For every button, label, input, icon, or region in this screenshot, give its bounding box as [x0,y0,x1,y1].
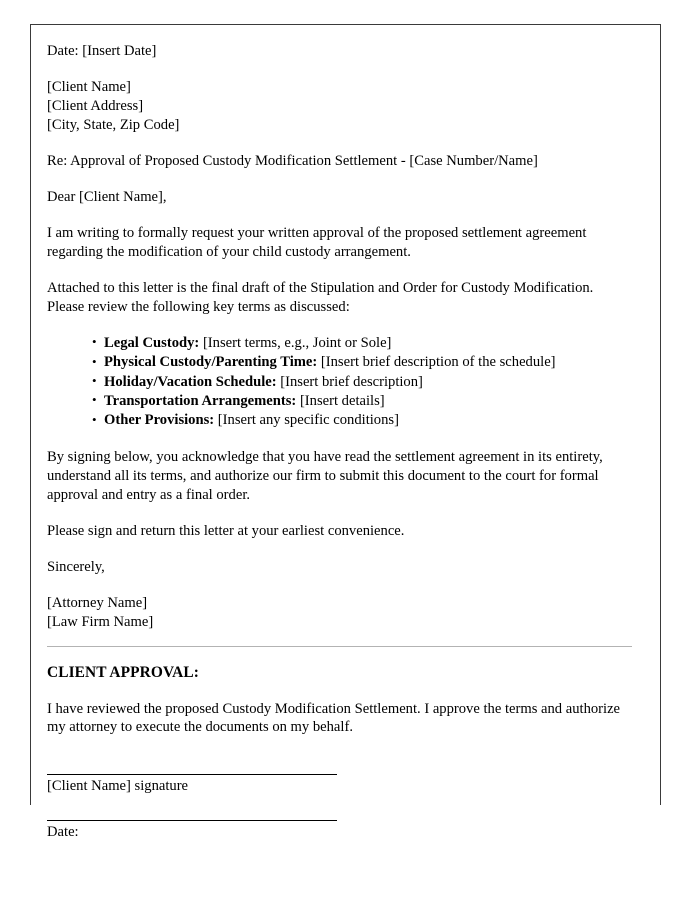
key-terms-list [47,334,632,431]
document-page [30,24,661,841]
closing-salutation: Sincerely, [47,558,105,575]
date-line-rule[interactable] [47,820,337,821]
law-firm-name: [Law Firm Name] [47,613,154,630]
recipient-line-3: [City, State, Zip Code] [47,116,180,133]
document-body [47,25,632,842]
list-item [92,411,632,430]
top-spacer [47,25,632,42]
term-label: Transportation Arrangements: [104,392,297,409]
signature-spacer [47,754,632,774]
signature-caption: [Client Name] signature [47,778,189,795]
paragraph-attachment: Attached to this letter is the final draft of the Stipulation and Order for Custody Modification. Please review the following key terms as discussed: [47,279,594,315]
paragraph-acknowledgement: By signing below, you acknowledge that you have read the settlement agreement in its entirety, understand all its terms, and authorize our firm to submit this document to the court for formal approval and entry as a final order. [47,448,603,503]
client-date-field[interactable] [47,820,632,842]
term-value: [Insert brief description of the schedule] [320,354,556,371]
recipient-line-2: [Client Address] [47,97,144,114]
recipient-address-block [47,78,632,135]
client-signature-field[interactable] [47,774,632,796]
list-item [92,353,632,372]
section-divider [47,646,632,647]
attorney-signature-block [47,594,632,632]
paragraph-request: I am writing to formally request your written approval of the proposed settlement agreement regarding the modification of your child custody arrangement. [47,224,587,260]
client-approval-statement: I have reviewed the proposed Custody Modification Settlement. I approve the terms and authorize my attorney to execute the documents on my behalf. [47,700,621,736]
term-label: Holiday/Vacation Schedule: [104,373,277,390]
term-value: [Insert brief description] [280,373,423,390]
list-item [92,373,632,392]
subject-line: Re: Approval of Proposed Custody Modification Settlement - [Case Number/Name] [47,152,538,169]
term-label: Legal Custody: [104,334,200,351]
attorney-name: [Attorney Name] [47,594,148,611]
term-value: [Insert terms, e.g., Joint or Sole] [202,334,392,351]
paragraph-return-request: Please sign and return this letter at your earliest convenience. [47,522,405,539]
date-line: Date: [Insert Date] [47,43,157,59]
term-value: [Insert any specific conditions] [217,412,399,429]
date-caption: Date: [47,824,79,841]
term-label: Physical Custody/Parenting Time: [104,354,318,371]
term-label: Other Provisions: [104,412,215,429]
list-item [92,334,632,353]
term-value: [Insert details] [299,392,385,409]
signature-line[interactable] [47,774,337,775]
recipient-line-1: [Client Name] [47,78,131,95]
salutation: Dear [Client Name], [47,188,167,205]
list-item [92,392,632,411]
signature-group-spacer [47,796,632,820]
client-approval-heading: CLIENT APPROVAL: [47,663,199,681]
